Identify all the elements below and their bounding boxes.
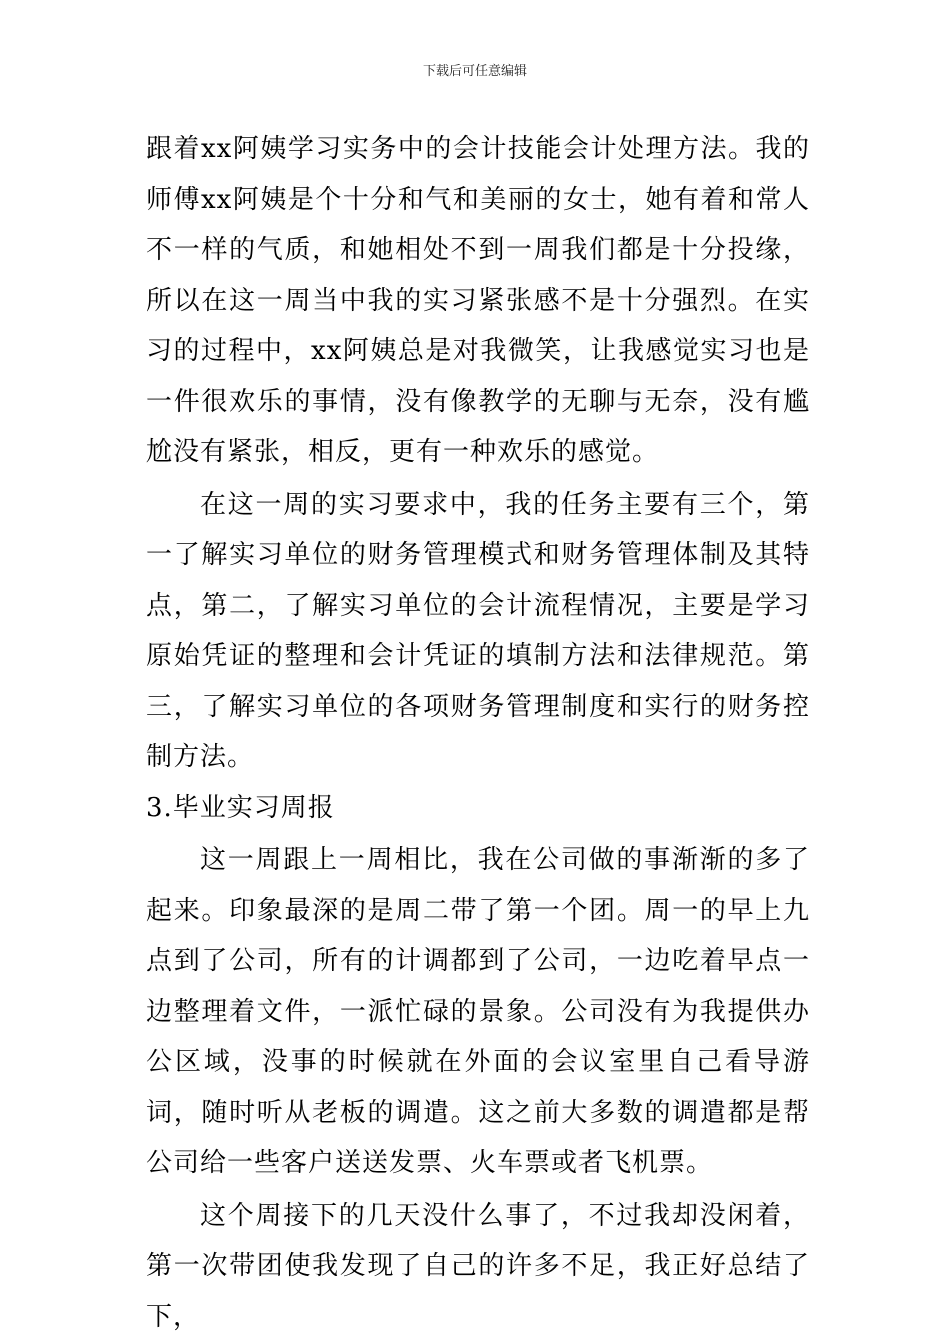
document-body xyxy=(146,124,810,1342)
paragraph-tasks: 在这一周的实习要求中，我的任务主要有三个，第一了解实习单位的财务管理模式和财务管理体制及其特点，第二，了解实习单位的会计流程情况，主要是学习原始凭证的整理和会计凭证的填制方法和法律规范。第三，了解实习单位的各项财务管理制度和实行的财务控制方法。 xyxy=(146,489,810,772)
section-heading: 3.毕业实习周报 xyxy=(146,792,335,823)
paragraph-continuation: 跟着xx阿姨学习实务中的会计技能会计处理方法。我的师傅xx阿姨是个十分和气和美丽的女士，她有着和常人不一样的气质，和她相处不到一周我们都是十分投缘，所以在这一周当中我的实习紧张感不是十分强烈。在实习的过程中，xx阿姨总是对我微笑，让我感觉实习也是一件很欢乐的事情，没有像教学的无聊与无奈，没有尴尬没有紧张，相反，更有一种欢乐的感觉。 xyxy=(146,134,810,467)
page-header: 下载后可任意编辑 xyxy=(422,64,527,79)
paragraph-weekly-report: 这一周跟上一周相比，我在公司做的事渐渐的多了起来。印象最深的是周二带了第一个团。周一的早上九点到了公司，所有的计调都到了公司，一边吃着早点一边整理着文件，一派忙碌的景象。公司没有为我提供办公区域，没事的时候就在外面的会议室里自己看导游词，随时听从老板的调遣。这之前大多数的调遣都是帮公司给一些客户送送发票、火车票或者飞机票。 xyxy=(146,845,810,1178)
paragraph-summary: 这个周接下的几天没什么事了，不过我却没闲着，第一次带团使我发现了自己的许多不足，我正好总结了下， xyxy=(146,1200,810,1332)
